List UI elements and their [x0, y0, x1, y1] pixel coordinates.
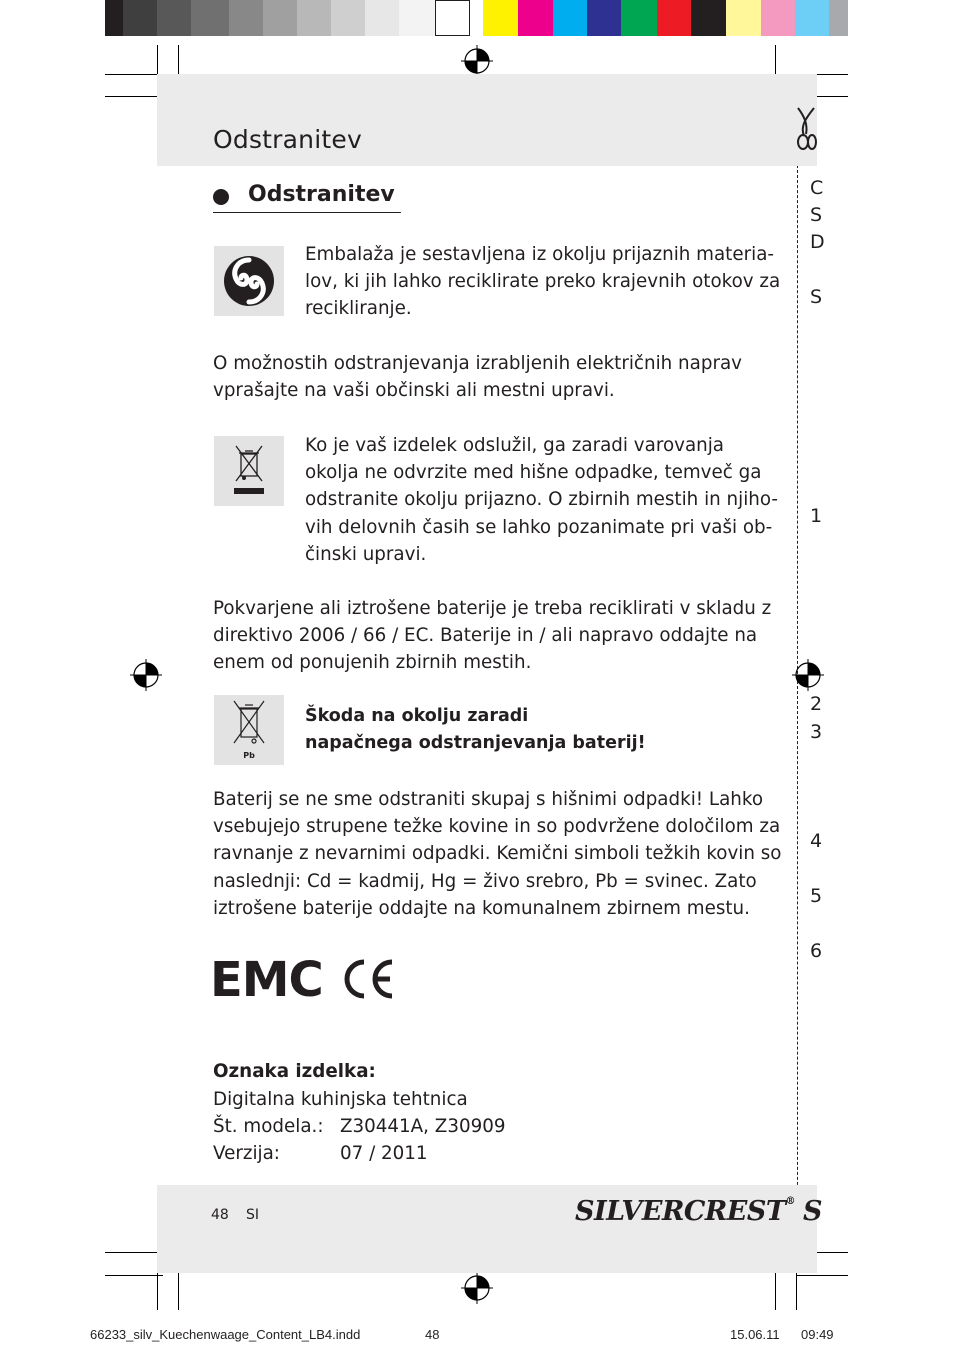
gray-swatch-9 [365, 0, 399, 36]
next-page-fragment: 5 [810, 885, 823, 907]
blue-swatch [587, 0, 621, 36]
cyan-swatch [553, 0, 587, 36]
gray-swatch-1 [105, 0, 123, 36]
text-line: iztrošene baterije oddajte na komunalnem zbirnem mestu. [213, 897, 750, 919]
next-page-fragment: 2 [810, 693, 823, 715]
gray-swatch-5 [229, 0, 263, 36]
text-line: napačnega odstranjevanja baterij! [305, 733, 646, 754]
text-line: činski upravi. [305, 543, 427, 565]
version-label: Verzija: [213, 1143, 280, 1164]
next-page-fragment: 6 [810, 940, 823, 962]
text-line: ravnanje z nevarnimi odpadki. Kemični simboli težkih kovin so [213, 843, 782, 865]
crossed-out-battery-bin-icon [214, 695, 284, 765]
next-page-fragment: S [810, 204, 823, 226]
text-line: Embalaža je sestavljena iz okolju prijaznih materia- [305, 244, 774, 265]
text-line: Ko je vaš izdelek odslužil, ga zaradi varovanja [305, 435, 725, 456]
brand-registered: ® [785, 1196, 795, 1207]
next-page-fragment: 1 [810, 505, 823, 527]
next-page-fragment: 3 [810, 721, 823, 743]
text-line: naslednji: Cd = kadmij, Hg = živo srebro, Pb = svinec. Zato [213, 870, 757, 892]
text-line: Baterij se ne sme odstraniti skupaj s hišnimi odpadki! Lahko [213, 789, 764, 810]
batteries-text [213, 595, 771, 677]
next-page-logo-stub: S [803, 1196, 823, 1227]
gray-swatch-7 [297, 0, 331, 36]
gray-swatch-2 [123, 0, 157, 36]
next-page-fragment: S [810, 286, 823, 308]
text-line: Škoda na okolju zaradi [305, 706, 529, 726]
crossed-out-wheelie-bin-icon [214, 436, 284, 506]
text-line: enem od ponujenih zbirnih mestih. [213, 652, 532, 674]
brand-name: SILVERCREST [575, 1196, 786, 1227]
gray-swatch-4 [191, 0, 229, 36]
product-end-text [305, 432, 778, 568]
scissors-icon [794, 106, 818, 150]
gray-swatch-11 [435, 0, 470, 36]
gray-swatch-3 [157, 0, 191, 36]
registration-mark-bottom [461, 1272, 493, 1304]
heading-bullet [213, 189, 229, 205]
next-page-fragment: C [810, 177, 824, 199]
gray-end-swatch [829, 0, 848, 36]
green-dot-recycling-icon [214, 246, 284, 316]
text-line: Pokvarjene ali iztrošene baterije je treba reciklirati v skladu z [213, 598, 772, 619]
registration-mark-top [461, 45, 493, 77]
text-line: odstranite okolju prijazno. O zbirnih mestih in njiho- [305, 489, 778, 511]
model-label: Št. modela.: [213, 1116, 324, 1137]
next-page-fragment: D [810, 231, 825, 253]
weee-icon-box [214, 436, 284, 506]
slug-time: 09:49 [801, 1327, 834, 1342]
page-number: 48 [211, 1207, 229, 1223]
gray-swatch-10 [399, 0, 435, 36]
light-yellow-swatch [726, 0, 761, 36]
battery-warning-heading [305, 703, 646, 757]
version-value: 07 / 2011 [340, 1143, 428, 1164]
gray-swatch-8 [331, 0, 365, 36]
black-swatch [691, 0, 726, 36]
text-line: vprašajte na vaši občinski ali mestni upravi. [213, 380, 615, 402]
slug-page: 48 [425, 1327, 440, 1342]
slug-date: 15.06.11 [730, 1327, 780, 1342]
product-name: Digitalna kuhinjska tehtnica [213, 1089, 468, 1110]
text-line: okolja ne odvrzite med hišne odpadke, temveč ga [305, 462, 762, 484]
green-dot-icon-box [214, 246, 284, 316]
light-cyan-swatch [795, 0, 829, 36]
product-label-heading: Oznaka izdelka: [213, 1061, 376, 1082]
text-line: lov, ki jih lahko reciklirate preko krajevnih otokov za [305, 271, 781, 293]
gray-swatch-6 [263, 0, 297, 36]
emc-mark: EMC [210, 952, 323, 1008]
slug-filename: 66233_silv_Kuechenwaage_Content_LB4.indd [90, 1327, 361, 1342]
text-line: O možnostih odstranjevanja izrabljenih električnih naprav [213, 353, 742, 374]
red-swatch [657, 0, 691, 36]
registration-mark-right [792, 659, 824, 691]
model-value: Z30441A, Z30909 [340, 1116, 506, 1137]
page-title: Odstranitev [213, 125, 362, 154]
battery-disposal-text [213, 786, 781, 922]
green-swatch [621, 0, 657, 36]
text-line: vsebujejo strupene težke kovine in so podvržene določilom za [213, 816, 781, 838]
text-line: direktivo 2006 / 66 / EC. Baterije in / ali napravo oddajte na [213, 625, 758, 647]
battery-icon-box [214, 695, 284, 765]
text-line: recikliranje. [305, 298, 412, 320]
silvercrest-logo [575, 1196, 795, 1227]
text-line: vih delovnih časih se lahko pozanimate pri vaši ob- [305, 516, 773, 538]
disposal-info-text [213, 350, 742, 404]
packaging-text [305, 241, 780, 323]
yellow-swatch [483, 0, 518, 36]
heading-underline [213, 212, 401, 213]
magenta-swatch [518, 0, 553, 36]
pink-swatch [761, 0, 795, 36]
ce-mark-icon [340, 958, 396, 1000]
battery-pb-label: Pb [243, 751, 255, 760]
section-heading: Odstranitev [248, 182, 395, 207]
next-page-fragment: 4 [810, 830, 823, 852]
registration-mark-left [130, 659, 162, 691]
language-code: SI [246, 1207, 260, 1223]
